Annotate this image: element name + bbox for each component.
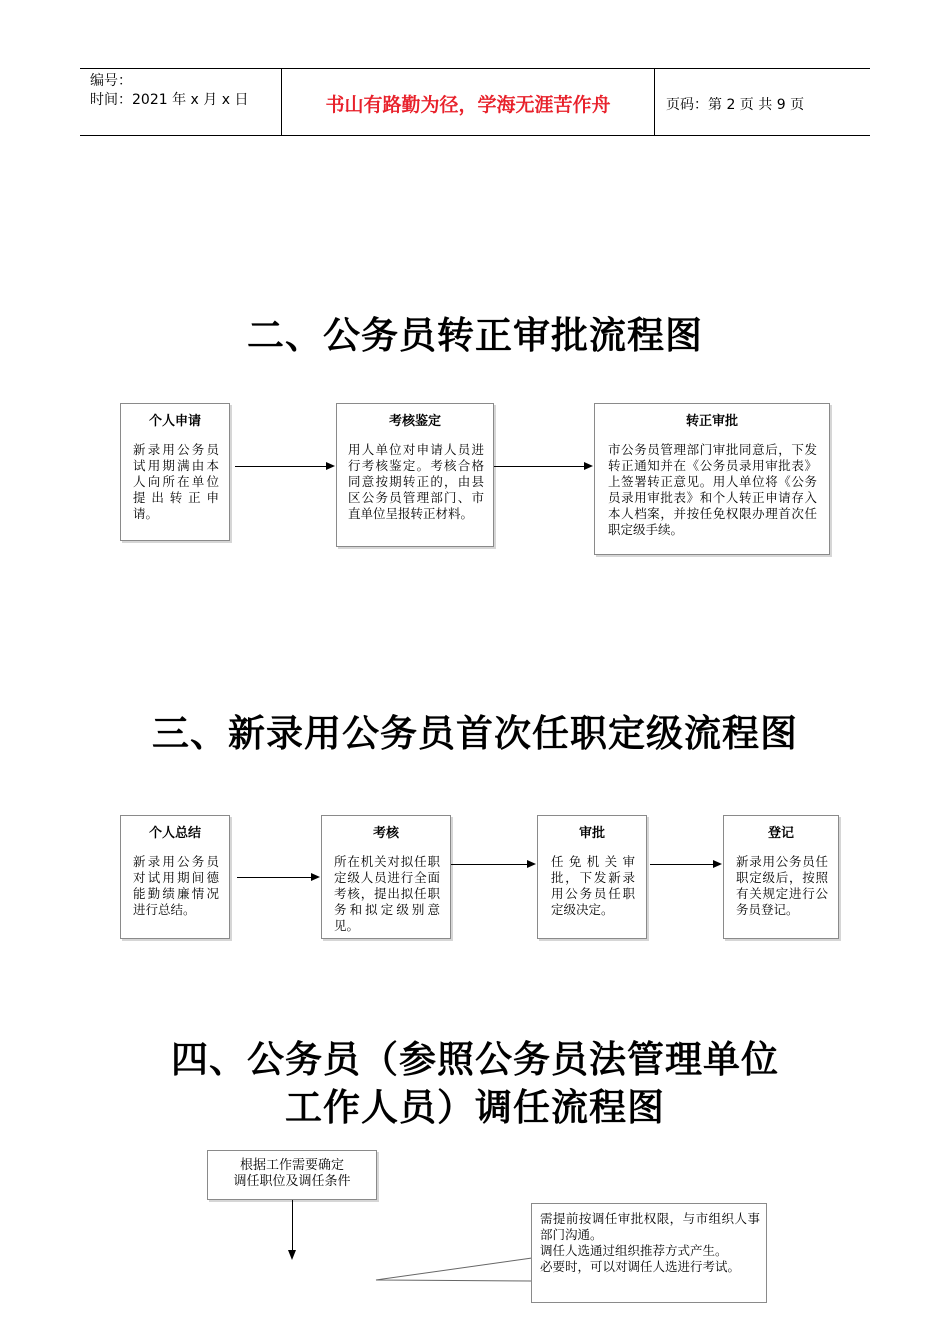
callout-pointer [370,1255,540,1290]
flow-step-personal-application [120,403,230,541]
flow-arrow [237,877,311,878]
document-date: 时间：2021 年 x 月 x 日 [90,92,249,108]
section4-title-line1: 四、公务员（参照公务员法管理单位 [171,1038,779,1081]
step-title: 审批 [578,826,605,841]
step-title: 登记 [767,826,794,841]
step-line: 调任职位及调任条件 [233,1174,351,1189]
header-bottom-rule [80,135,870,136]
step-body [208,1158,376,1190]
header-divider-right [654,68,655,136]
note-body [540,1211,760,1275]
flow-step-determine-position [207,1150,377,1200]
step-body: 所在机关对拟任职定级人员进行全面考核，提出拟任职务和拟定级别意见。 [334,854,440,933]
note-callout [531,1203,767,1303]
flow-step-assessment [336,403,494,547]
arrow-head-icon [713,860,722,868]
step-body: 新录用公务员试用期满由本人向所在单位提出转正申请。 [133,442,219,521]
header-top-rule [80,68,870,69]
flow-step-registration [723,815,839,939]
step-body: 新录用公务员任职定级后，按照有关规定进行公务员登记。 [736,854,828,917]
section2-title: 二、公务员转正审批流程图 [247,314,703,357]
flow-arrow [451,864,527,865]
step-title: 个人总结 [148,826,201,841]
arrow-head-icon [527,860,536,868]
flow-step-personal-summary [120,815,230,939]
arrow-head-icon [326,462,335,470]
step-line: 根据工作需要确定 [239,1158,344,1173]
header-meta [90,72,248,110]
step-body: 任免机关审批，下发新录用公务员任职定级决定。 [551,854,635,917]
step-body: 市公务员管理部门审批同意后，下发转正通知并在《公务员录用审批表》上签署转正意见。用人单位将《公务员录用审批表》和个人转正申请存入本人档案，并按任免权限办理首次任职定级手续。 [608,442,817,537]
flow-arrow [494,466,584,467]
arrow-head-icon [288,1250,296,1260]
section3-title: 三、新录用公务员首次任职定级流程图 [152,712,798,755]
step-title: 考核鉴定 [388,414,441,429]
flow-connector [292,1200,293,1250]
note-line: 需提前按调任审批权限，与市组织人事部门沟通。 [540,1211,760,1242]
flow-step-approval [537,815,647,939]
flow-step-regularization-approval [594,403,830,555]
note-line: 必要时，可以对调任人选进行考试。 [540,1259,741,1274]
flow-arrow [235,466,326,467]
step-body: 新录用公务员对试用期间德能勤绩廉情况进行总结。 [133,854,219,917]
page-indicator: 页码：第 2 页 共 9 页 [666,97,805,113]
flow-step-evaluation [321,815,451,939]
step-title: 转正审批 [685,414,738,429]
note-line: 调任人选通过组织推荐方式产生。 [540,1243,728,1258]
flow-arrow [650,864,713,865]
step-title: 个人申请 [148,414,201,429]
document-number: 编号： [90,73,132,89]
step-title: 考核 [372,826,399,841]
arrow-head-icon [311,873,320,881]
step-body: 用人单位对申请人员进行考核鉴定。考核合格同意按期转正的，由县区公务员管理部门、市直单位呈报转正材料。 [348,442,484,521]
section4-title-line2: 工作人员）调任流程图 [285,1086,665,1129]
arrow-head-icon [584,462,593,470]
header-motto: 书山有路勤为径，学海无涯苦作舟 [325,94,611,116]
